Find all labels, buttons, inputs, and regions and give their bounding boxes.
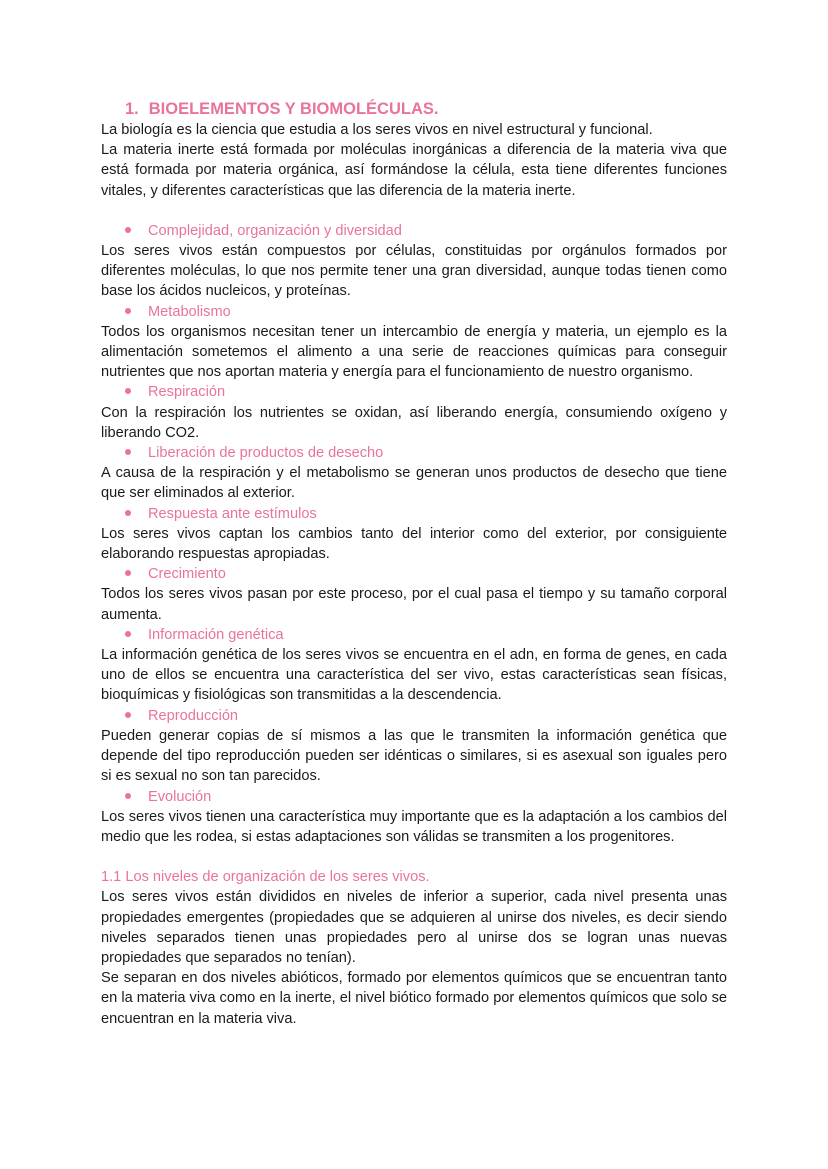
intro-paragraph: La biología es la ciencia que estudia a los seres vivos en nivel estructural y funcional. bbox=[101, 122, 653, 138]
section-number: 1. bbox=[125, 100, 139, 118]
bullet-icon bbox=[125, 510, 131, 516]
bullet-paragraph: Con la respiración los nutrientes se oxidan, así liberando energía, consumiendo oxígeno y liberando CO2. bbox=[101, 404, 727, 441]
bullet-icon bbox=[125, 793, 131, 799]
section-heading bbox=[125, 98, 727, 120]
bullet-icon bbox=[125, 449, 131, 455]
bullet-icon bbox=[125, 388, 131, 394]
subsection-paragraph: Se separan en dos niveles abióticos, formado por elementos químicos que se encuentran tanto en la materia viva como en la inerte, el nivel biótico formado por elementos químicos que solo se encuentran en la materia viva. bbox=[101, 970, 727, 1027]
bullet-paragraph: A causa de la respiración y el metabolismo se generan unos productos de desecho que tiene que ser eliminados al exterior. bbox=[101, 465, 727, 502]
intro-paragraph: La materia inerte está formada por moléculas inorgánicas a diferencia de la materia viva que está formada por materia orgánica, así formándose la célula, esta tiene diferentes funciones vitales, y diferentes características que las diferencia de la materia inerte. bbox=[101, 142, 727, 199]
subsection-title: 1.1 Los niveles de organización de los seres vivos. bbox=[101, 869, 430, 886]
bullet-icon bbox=[125, 631, 131, 637]
bullet-paragraph: Los seres vivos tienen una característica muy importante que es la adaptación a los cambios del medio que les rodea, si estas adaptaciones son válidas se transmiten a los progenitores. bbox=[101, 808, 727, 845]
bullet-heading bbox=[101, 382, 727, 402]
section-title: BIOELEMENTOS Y BIOMOLÉCULAS. bbox=[148, 100, 439, 118]
bullet-heading bbox=[101, 625, 727, 645]
bullet-paragraph: Los seres vivos están compuestos por células, constituidas por orgánulos formados por diferentes moléculas, lo que nos permite tener una gran diversidad, aunque todas tienen como base los ácidos nucleicos, y proteínas. bbox=[101, 243, 727, 300]
bullet-title: Complejidad, organización y diversidad bbox=[148, 222, 402, 239]
bullet-heading bbox=[101, 302, 727, 322]
bullet-paragraph: Los seres vivos captan los cambios tanto del interior como del exterior, por consiguiente elaborando respuestas apropiadas. bbox=[101, 525, 727, 563]
bullet-heading bbox=[101, 504, 727, 524]
bullet-icon bbox=[125, 570, 131, 576]
bullet-title: Información genética bbox=[148, 626, 284, 643]
bullet-icon bbox=[125, 712, 131, 718]
bullet-heading bbox=[101, 443, 727, 463]
bullet-heading bbox=[101, 221, 727, 241]
bullet-title: Evolución bbox=[148, 788, 212, 805]
bullet-title: Reproducción bbox=[148, 707, 239, 724]
bullet-heading bbox=[101, 564, 727, 584]
bullet-icon bbox=[125, 308, 131, 314]
subsection-paragraph: Los seres vivos están divididos en niveles de inferior a superior, cada nivel presenta unas propiedades emergentes (propiedades que se adquieren al unirse dos niveles, es decir siendo niveles separados tienen unas propiedades pero al unirse dos se logran unas nuevas propiedades que separados no tenían). bbox=[101, 889, 727, 966]
bullet-title: Metabolismo bbox=[148, 303, 231, 320]
spacer bbox=[101, 847, 727, 867]
bullet-title: Respuesta ante estímulos bbox=[148, 505, 317, 522]
bullet-paragraph: Pueden generar copias de sí mismos a las que le transmiten la información genética que depende del tipo reproducción pueden ser idénticas o similares, si es asexual son iguales pero si es sexual no son tan parecidos. bbox=[101, 727, 727, 785]
bullet-title: Crecimiento bbox=[148, 566, 226, 583]
bullet-title: Liberación de productos de desecho bbox=[148, 445, 384, 462]
bullet-title: Respiración bbox=[148, 384, 226, 401]
bullet-heading bbox=[101, 787, 727, 807]
bullet-paragraph: Todos los organismos necesitan tener un intercambio de energía y materia, un ejemplo es la alimentación sometemos el alimento a una serie de reacciones químicas para conseguir nutrientes que nos aportan materia y energía para el funcionamiento de nuestro organismo. bbox=[101, 323, 727, 381]
bullet-paragraph: La información genética de los seres vivos se encuentra en el adn, en forma de genes, en cada uno de ellos se encuentra una característica del ser vivo, estas características sean físicas, bioquímicas y fisiológicas son transmitidas a la descendencia. bbox=[101, 647, 727, 704]
bullet-paragraph: Todos los seres vivos pasan por este proceso, por el cual pasa el tiempo y su tamaño corporal aumenta. bbox=[101, 586, 727, 623]
bullet-heading bbox=[101, 706, 727, 726]
spacer bbox=[101, 201, 727, 221]
bullet-icon bbox=[125, 227, 131, 233]
